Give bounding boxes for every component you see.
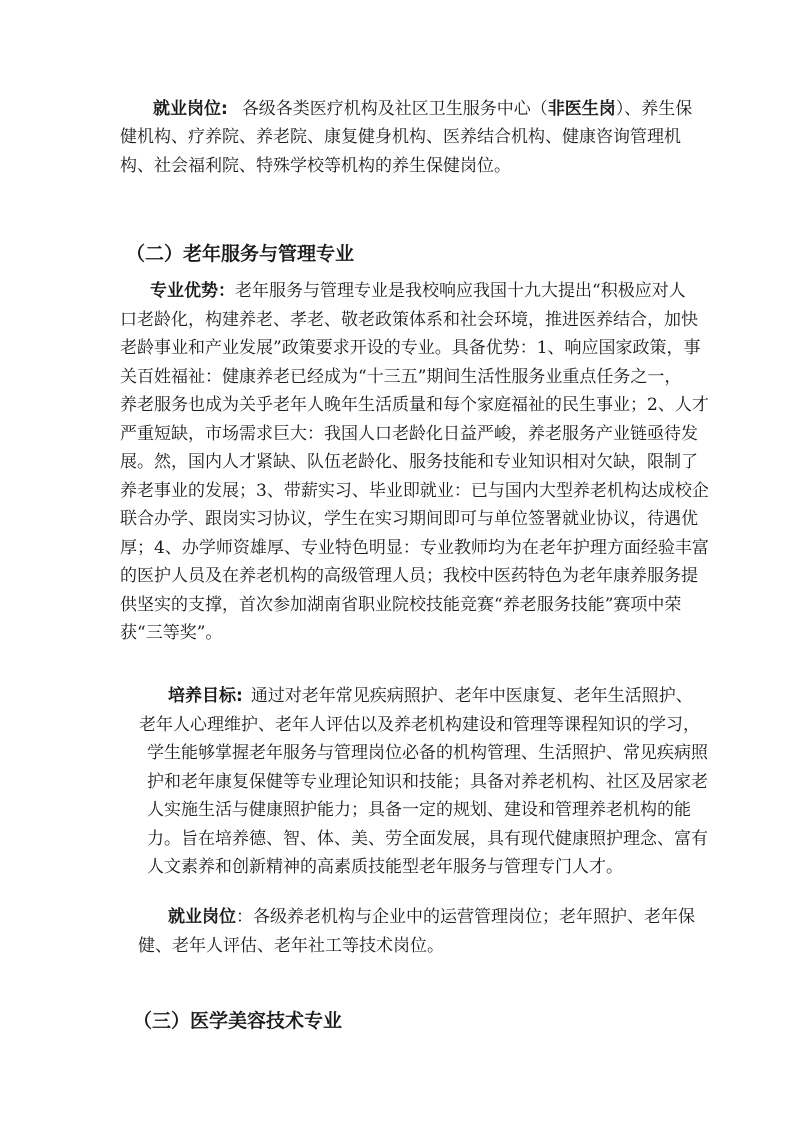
jobs-line-2: 健机构、疗养院、养老院、康复健身机构、医养结合机构、健康咨询管理机 — [120, 127, 681, 147]
advantage-line: 获“三等奖”。 — [120, 623, 223, 643]
jobs-paragraph-2 — [138, 903, 698, 960]
goal-line: 力。旨在培养德、智、体、美、劳全面发展，具有现代健康照护理念、富有 — [147, 828, 708, 849]
jobs-line-1 — [153, 95, 693, 124]
advantage-line: 的医护人员及在养老机构的高级管理人员；我校中医药特色为老年康养服务提 — [120, 566, 698, 586]
jobs-line-3: 构、社会福利院、特殊学校等机构的养生保健岗位。 — [120, 155, 511, 176]
advantage-line: 严重短缺，市场需求巨大：我国人口老龄化日益严峻，养老服务产业链亟待发 — [120, 423, 698, 444]
jobs2-line-1 — [138, 903, 698, 932]
advantage-line: 关百姓福祉：健康养老已经成为“十三五”期间生活性服务业重点任务之一， — [120, 366, 682, 387]
advantage-line: 养老事业的发展；3、带薪实习、毕业即就业：已与国内大型养老机构达成校企 — [120, 480, 709, 501]
jobs-label: 就业岗位: — [153, 99, 228, 119]
advantage-line: 展。然，国内人才紧缺、队伍老龄化、服务技能和专业知识相对欠缺，限制了 — [120, 452, 698, 472]
advantage-line: 老龄事业和产业发展”政策要求开设的专业。具备优势：1、响应国家政策，事 — [120, 338, 701, 358]
goal-paragraph — [137, 682, 708, 882]
jobs-paragraph-1 — [153, 95, 693, 124]
goal-line: 老年人心理维护、老年人评估以及养老机构建设和管理等课程知识的学习， — [139, 714, 700, 735]
advantage-paragraph — [120, 277, 709, 648]
goal-line: 人实施生活与健康照护能力；具备一定的规划、建设和管理养老机构的能 — [147, 800, 691, 820]
jobs2-line: 健、老年人评估、老年社工等技术岗位。 — [138, 935, 444, 956]
goal-line: 人文素养和创新精神的高素质技能型老年服务与管理专门人才。 — [147, 857, 623, 877]
jobs2-label: 就业岗位 — [168, 907, 236, 927]
jobs-text-cont: ）、养生保 — [615, 99, 693, 119]
goal-label: 培养目标: — [168, 686, 243, 706]
advantage-line: 口老龄化，构建养老、孝老、敬老政策体系和社会环境，推进医养结合，加快 — [120, 309, 698, 330]
jobs2-colon: ： — [236, 907, 253, 927]
advantage-line: 联合办学、跟岗实习协议，学生在实习期间即可与单位签署就业协议，待遇优 — [120, 509, 698, 529]
advantage-line: 供坚实的支撑，首次参加湖南省职业院校技能竞赛“养老服务技能”赛项中荣 — [120, 594, 682, 615]
advantage-line: 厚；4、办学师资雄厚、专业特色明显：专业教师均为在老年护理方面经验丰富 — [120, 537, 709, 558]
goal-line-1 — [137, 682, 697, 711]
jobs2-text-0: 各级养老机构与企业中的运营管理岗位；老年照护、老年保 — [253, 907, 695, 927]
advantage-line: 养老服务也成为关乎老年人晚年生活质量和每个家庭福祉的民生事业；2、人才 — [120, 395, 709, 415]
non-doctor-emphasis: 非医生岗 — [547, 99, 616, 119]
advantage-text-0: 老年服务与管理专业是我校响应我国十九大提出“积极应对人 — [235, 281, 686, 301]
section-heading-medical-beauty: （三）医学美容技术专业 — [133, 1010, 343, 1032]
section-heading-elderly-service: （二）老年服务与管理专业 — [126, 243, 355, 265]
jobs-paragraph-1-cont — [120, 123, 680, 180]
jobs-text: 各级各类医疗机构及社区卫生服务中心（ — [241, 99, 548, 119]
advantage-label: 专业优势： — [150, 281, 235, 301]
advantage-line-1 — [120, 277, 690, 306]
goal-line: 学生能够掌握老年服务与管理岗位必备的机构管理、生活照护、常见疾病照 — [147, 743, 708, 763]
goal-line: 护和老年康复保健等专业理论知识和技能；具备对养老机构、社区及居家老 — [147, 771, 708, 792]
goal-text-0: 通过对老年常见疾病照护、老年中医康复、老年生活照护、 — [250, 686, 693, 706]
